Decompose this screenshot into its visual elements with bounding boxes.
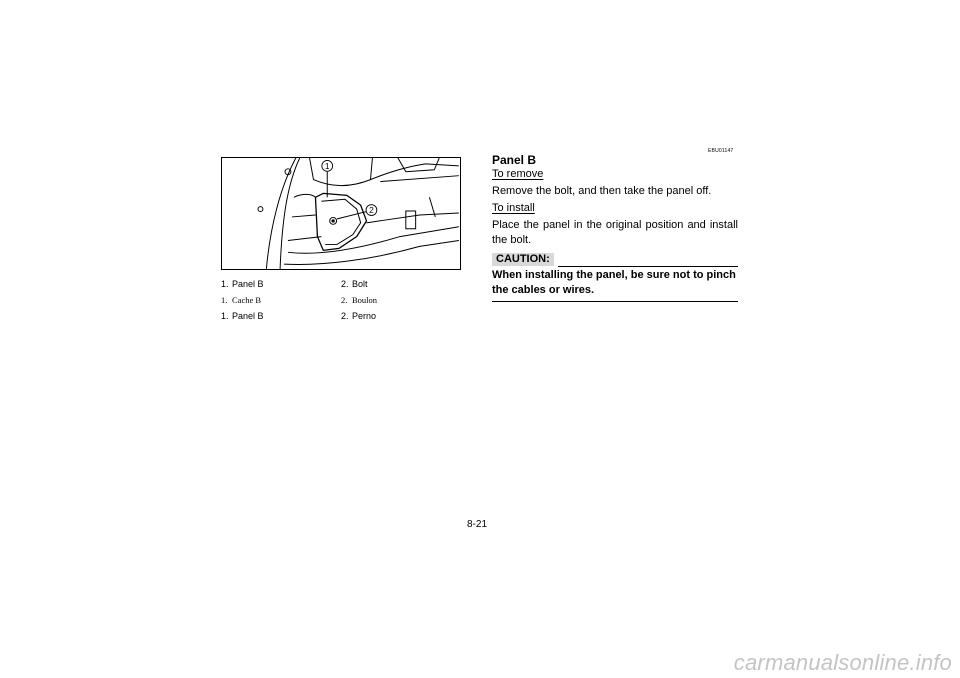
caution-header [492,252,738,268]
legend-row-spanish [221,308,461,324]
legend-item: 2. Boulon [341,295,378,305]
watermark: carmanualsonline.info [733,650,952,675]
legend-row-french [221,292,461,308]
page-number: 8-21 [467,519,488,530]
legend-item: 2. Bolt [341,279,368,289]
caution-label: CAUTION: [492,253,554,266]
callout-2: 2 [369,205,374,216]
remove-heading: To remove [492,168,544,180]
panel-b-illustration [221,157,461,270]
section-title: Panel B [492,153,537,167]
figure-legend [221,276,461,324]
caution-text: When installing the panel, be sure not to pinch the cables or wires. [492,269,736,296]
legend-item: 2. Perno [341,311,377,321]
install-heading: To install [492,202,535,214]
legend-item: 1. Cache B [221,295,262,305]
document-code: EBU01147 [708,148,734,154]
legend-item: 1. Panel B [221,279,264,289]
panel-b-drawing [222,158,460,269]
install-instructions: Place the panel in the original position and install the bolt. [492,219,738,246]
legend-row-english [221,276,461,292]
legend-item: 1. Panel B [221,311,264,321]
callout-1: 1 [324,160,330,171]
remove-instructions: Remove the bolt, and then take the panel off. [492,185,712,197]
caution-rule [558,266,738,267]
caution-end-rule [492,301,738,302]
